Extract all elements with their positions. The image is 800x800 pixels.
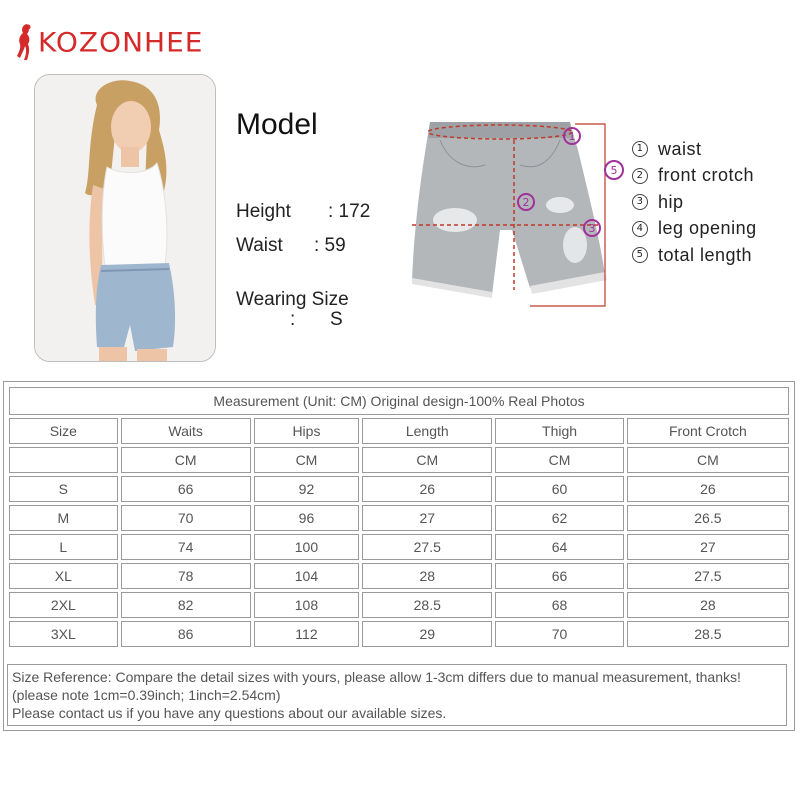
legend-label: total length (658, 244, 753, 265)
height-value: : 172 (328, 201, 371, 222)
table-row (9, 592, 789, 618)
brand-logo (14, 22, 203, 62)
measurement-cell: 68 (495, 592, 624, 618)
legend-item-waist (632, 136, 757, 163)
wearing-size-value-row (290, 309, 343, 331)
measurement-cell: 96 (254, 505, 360, 531)
wearing-size-colon: : (290, 309, 296, 330)
size-cell: XL (9, 563, 118, 589)
svg-text:1: 1 (568, 130, 576, 143)
model-photo (34, 74, 216, 362)
legend-item-leg-opening (632, 216, 757, 243)
measurement-cell: 70 (121, 505, 251, 531)
waist-label: Waist (236, 235, 283, 256)
legend-label: leg opening (658, 218, 757, 239)
table-header-row (9, 418, 789, 444)
measurement-cell: 82 (121, 592, 251, 618)
legend-label: front crotch (658, 165, 755, 186)
size-chart (3, 381, 795, 731)
header-waist: Waits (121, 418, 251, 444)
measurement-cell: 28 (627, 592, 789, 618)
legend-label: waist (658, 138, 702, 159)
measurement-cell: 28.5 (627, 621, 789, 647)
table-row (9, 505, 789, 531)
wearing-size-label: Wearing Size (236, 289, 349, 310)
svg-text:3: 3 (588, 222, 596, 235)
size-table (6, 384, 792, 650)
waist-row (236, 235, 346, 257)
measurement-cell: 92 (254, 476, 360, 502)
wearing-size-value: S (330, 309, 343, 330)
woman-silhouette-icon (14, 22, 36, 62)
measurement-cell: 70 (495, 621, 624, 647)
svg-text:2: 2 (522, 196, 530, 209)
table-row (9, 534, 789, 560)
measurement-cell: 86 (121, 621, 251, 647)
legend-number: 5 (632, 247, 648, 263)
header-length: Length (362, 418, 492, 444)
measurement-legend (632, 136, 757, 269)
header-size: Size (9, 418, 118, 444)
measurement-cell: 27.5 (627, 563, 789, 589)
header-thigh: Thigh (495, 418, 624, 444)
marker-5-icon (605, 161, 623, 179)
measurement-cell: 78 (121, 563, 251, 589)
legend-item-total-length (632, 242, 757, 269)
size-note (12, 668, 782, 722)
legend-number: 4 (632, 221, 648, 237)
wearing-size-row (236, 289, 349, 311)
legend-number: 1 (632, 141, 648, 157)
height-label: Height (236, 201, 291, 222)
unit-cell: CM (121, 447, 251, 473)
measurement-cell: 66 (121, 476, 251, 502)
table-row (9, 621, 789, 647)
table-units-row (9, 447, 789, 473)
legend-number: 2 (632, 168, 648, 184)
legend-item-front-crotch (632, 163, 757, 190)
size-cell: 3XL (9, 621, 118, 647)
unit-cell: CM (254, 447, 360, 473)
measurement-cell: 104 (254, 563, 360, 589)
size-cell: 2XL (9, 592, 118, 618)
shorts-measurement-diagram (400, 110, 630, 320)
model-illustration (35, 75, 215, 361)
unit-cell (9, 447, 118, 473)
table-row (9, 563, 789, 589)
header-front-crotch: Front Crotch (627, 418, 789, 444)
legend-label: hip (658, 191, 684, 212)
svg-text:5: 5 (610, 164, 618, 177)
table-caption-row (9, 387, 789, 415)
table-caption: Measurement (Unit: CM) Original design-100% Real Photos (9, 387, 789, 415)
model-title: Model (236, 108, 318, 141)
size-cell: M (9, 505, 118, 531)
size-cell: L (9, 534, 118, 560)
measurement-cell: 26.5 (627, 505, 789, 531)
header-hips: Hips (254, 418, 360, 444)
note-line-3: Please contact us if you have any questions about our available sizes. (12, 705, 447, 721)
measurement-cell: 112 (254, 621, 360, 647)
table-row (9, 476, 789, 502)
height-row (236, 201, 371, 223)
measurement-cell: 27 (627, 534, 789, 560)
measurement-cell: 64 (495, 534, 624, 560)
measurement-cell: 29 (362, 621, 492, 647)
measurement-cell: 100 (254, 534, 360, 560)
size-cell: S (9, 476, 118, 502)
measurement-cell: 26 (362, 476, 492, 502)
measurement-cell: 27.5 (362, 534, 492, 560)
note-line-1: Size Reference: Compare the detail sizes with yours, please allow 1-3cm differs due to manual measurement, thanks! (12, 669, 741, 685)
waist-value: : 59 (314, 235, 346, 256)
unit-cell: CM (362, 447, 492, 473)
legend-item-hip (632, 189, 757, 216)
measurement-cell: 66 (495, 563, 624, 589)
note-line-2: (please note 1cm=0.39inch; 1inch=2.54cm) (12, 687, 281, 703)
brand-name: KOZONHEE (38, 26, 204, 58)
measurement-cell: 74 (121, 534, 251, 560)
measurement-cell: 26 (627, 476, 789, 502)
measurement-cell: 108 (254, 592, 360, 618)
unit-cell: CM (495, 447, 624, 473)
measurement-cell: 28.5 (362, 592, 492, 618)
measurement-cell: 60 (495, 476, 624, 502)
unit-cell: CM (627, 447, 789, 473)
measurement-cell: 27 (362, 505, 492, 531)
measurement-cell: 62 (495, 505, 624, 531)
measurement-cell: 28 (362, 563, 492, 589)
legend-number: 3 (632, 194, 648, 210)
